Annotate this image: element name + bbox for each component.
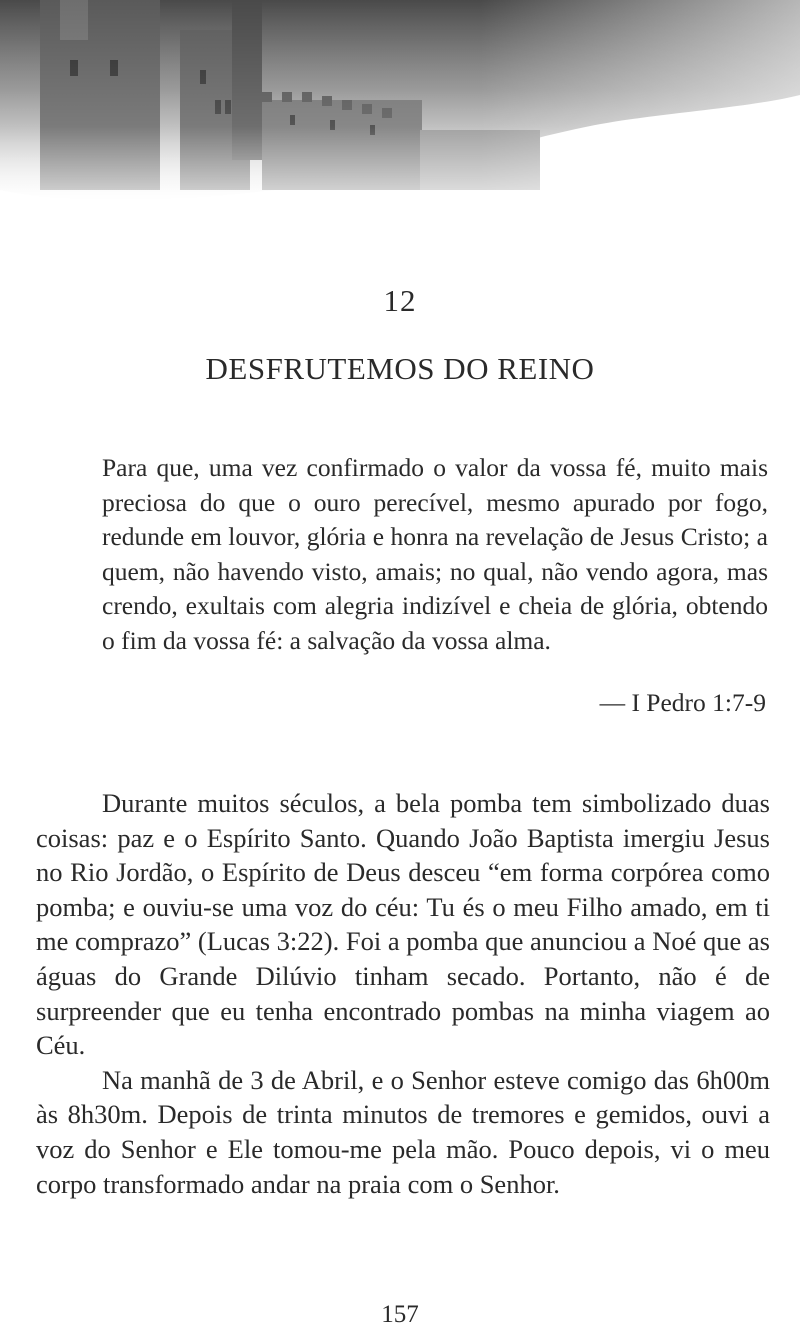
body-paragraph-2: Na manhã de 3 de Abril, e o Senhor esteve comigo das 6h00m às 8h30m. Depois de trinta minutos de tremores e gemidos, ouvi a voz do Senhor e Ele tomou-me pela mão. Pouco depois, vi o meu corpo transformado andar na praia com o Senhor. [36, 1064, 770, 1199]
castle-banner-illustration [0, 0, 800, 230]
chapter-number: 12 [383, 283, 417, 318]
page-number: 157 [381, 1301, 419, 1328]
body-paragraph-1: Durante muitos séculos, a bela pomba tem simbolizado duas coisas: paz e o Espírito Santo. Quando João Baptista imergiu Jesus no Rio Jordão, o Espírito de Deus desceu “em forma corpórea como pomba; e ouviu-se uma voz do céu: Tu és o meu Filho amado, em ti me comprazo” (Lucas 3:22). Foi a pomba que anunciou a Noé que as águas do Grande Dilúvio tinham secado. Portanto, não é de surpreender que eu tenha encontrado pombas na minha viagem ao Céu. [36, 788, 770, 1061]
chapter-title: DESFRUTEMOS DO REINO [205, 351, 595, 386]
body-text [36, 786, 770, 1201]
epigraph-citation: — I Pedro 1:7-9 [599, 688, 766, 717]
epigraph-text: Para que, uma vez confirmado o valor da vossa fé, muito mais preciosa do que o ouro perecível, mesmo apurado por fogo, redunde em louvor, glória e honra na revelação de Jesus Cristo; a quem, não havendo visto, amais; no qual, não vendo agora, mas crendo, exultais com alegria indizível e cheia de glória, obtendo o fim da vossa fé: a salvação da vossa alma. [102, 453, 768, 655]
